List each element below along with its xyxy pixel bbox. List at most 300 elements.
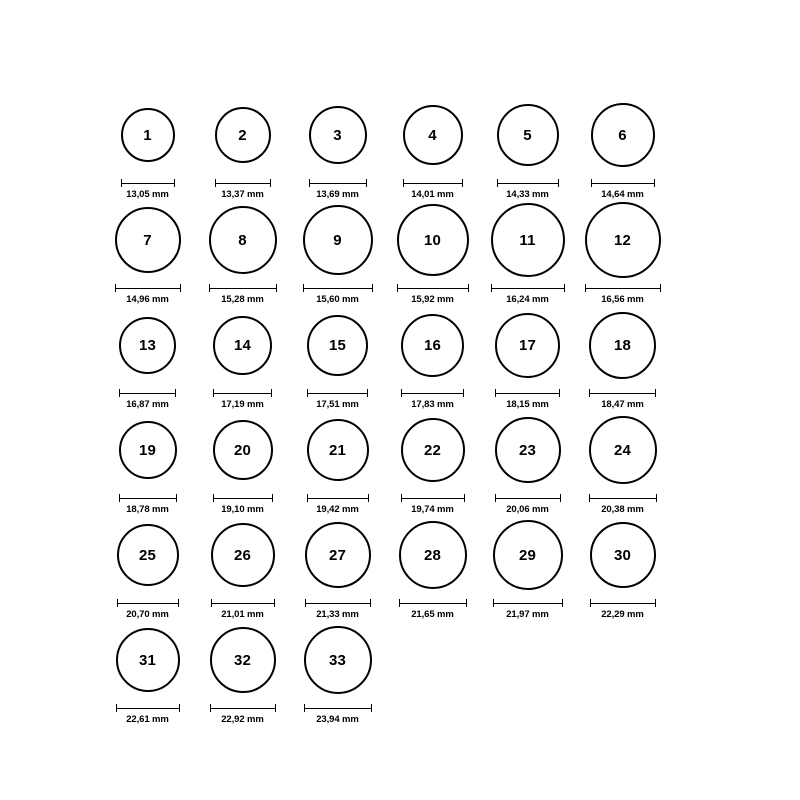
dimension-line-icon [307,389,368,397]
ring-size-number: 9 [333,231,342,249]
dimension-bar [491,288,565,289]
dimension-tick-left [119,494,120,502]
ring-size-number: 12 [613,231,632,249]
dimension-tick-left [215,179,216,187]
ring-circle-icon [213,420,273,480]
ring-diameter-label: 19,74 mm [411,504,454,515]
ring-size-cell[interactable] [385,200,480,305]
dimension-bar [399,603,467,604]
ring-size-number: 18 [613,336,632,354]
ring-circle-wrap [215,95,271,175]
ring-size-number: 31 [138,651,157,669]
dimension-tick-right [272,494,273,502]
dimension-tick-left [589,494,590,502]
dimension-line-icon [210,704,276,712]
ring-dimension [401,494,465,515]
ring-circle-icon [589,416,657,484]
ring-diameter-label: 16,24 mm [506,294,549,305]
ring-circle-wrap [210,620,276,700]
dimension-bar [116,708,180,709]
ring-dimension [213,389,272,410]
dimension-tick-left [211,599,212,607]
ring-circle-wrap [211,515,275,595]
ring-circle-wrap [119,410,177,490]
dimension-tick-right [560,494,561,502]
dimension-tick-right [654,179,655,187]
dimension-bar [401,393,464,394]
dimension-tick-right [371,704,372,712]
ring-dimension [304,704,372,725]
dimension-line-icon [497,179,559,187]
ring-dimension [115,284,181,305]
dimension-tick-left [303,284,304,292]
ring-dimension [210,704,276,725]
dimension-line-icon [309,179,367,187]
dimension-line-icon [307,494,369,502]
dimension-bar [493,603,563,604]
dimension-line-icon [397,284,469,292]
ring-size-cell[interactable] [385,95,480,200]
dimension-tick-left [585,284,586,292]
dimension-tick-left [591,179,592,187]
ring-dimension [589,389,656,410]
dimension-bar [591,183,655,184]
ring-diameter-label: 21,33 mm [316,609,359,620]
dimension-tick-right [370,599,371,607]
dimension-bar [309,183,367,184]
dimension-tick-left [119,389,120,397]
dimension-bar [589,393,656,394]
ring-diameter-label: 22,92 mm [221,714,264,725]
dimension-tick-left [121,179,122,187]
dimension-bar [497,183,559,184]
ring-diameter-label: 20,70 mm [126,609,169,620]
ring-diameter-label: 16,56 mm [601,294,644,305]
dimension-tick-left [210,704,211,712]
ring-size-cell[interactable] [290,410,385,515]
dimension-tick-left [493,599,494,607]
dimension-tick-right [463,389,464,397]
ring-dimension [116,704,180,725]
ring-size-number: 15 [328,336,347,354]
ring-circle-wrap [591,95,655,175]
ring-dimension [403,179,463,200]
ring-dimension [585,284,661,305]
dimension-tick-right [655,599,656,607]
ring-size-cell[interactable] [575,305,670,410]
ring-size-number: 21 [328,441,347,459]
ring-diameter-label: 14,64 mm [601,189,644,200]
dimension-tick-left [590,599,591,607]
ring-size-number: 5 [523,126,532,144]
ring-dimension [119,494,177,515]
ring-dimension [119,389,176,410]
ring-circle-wrap [121,95,175,175]
dimension-tick-left [304,704,305,712]
dimension-tick-left [589,389,590,397]
ring-size-number: 23 [518,441,537,459]
ring-size-cell[interactable] [195,410,290,515]
ring-size-cell[interactable] [100,200,195,305]
ring-size-number: 25 [138,546,157,564]
ring-circle-icon [213,316,272,375]
dimension-tick-right [559,389,560,397]
ring-circle-icon [399,521,467,589]
ring-size-cell[interactable] [480,95,575,200]
dimension-line-icon [495,389,560,397]
dimension-line-icon [213,389,272,397]
ring-circle-wrap [497,95,559,175]
ring-circle-wrap [309,95,367,175]
dimension-line-icon [491,284,565,292]
dimension-tick-right [178,599,179,607]
ring-dimension [399,599,467,620]
ring-size-number: 32 [233,651,252,669]
ring-size-cell[interactable] [100,620,195,725]
dimension-line-icon [211,599,275,607]
dimension-line-icon [115,284,181,292]
ring-circle-icon [211,523,275,587]
ring-circle-wrap [304,620,372,700]
ring-circle-icon [309,106,367,164]
ring-size-cell[interactable] [290,620,385,725]
ring-diameter-label: 22,61 mm [126,714,169,725]
ring-circle-wrap [493,515,563,595]
ring-circle-icon [304,626,372,694]
ring-size-cell[interactable] [195,305,290,410]
dimension-tick-left [209,284,210,292]
ring-diameter-label: 15,92 mm [411,294,454,305]
dimension-tick-left [115,284,116,292]
dimension-line-icon [209,284,277,292]
dimension-line-icon [119,494,177,502]
dimension-line-icon [213,494,273,502]
dimension-bar [304,708,372,709]
ring-circle-wrap [119,305,176,385]
dimension-tick-right [275,704,276,712]
dimension-tick-right [564,284,565,292]
dimension-tick-right [660,284,661,292]
ring-size-number: 30 [613,546,632,564]
dimension-tick-left [307,389,308,397]
dimension-bar [495,498,561,499]
dimension-tick-right [466,599,467,607]
ring-size-cell[interactable] [385,305,480,410]
dimension-line-icon [121,179,175,187]
dimension-tick-left [401,494,402,502]
ring-size-number: 2 [238,126,247,144]
dimension-line-icon [303,284,373,292]
ring-dimension [497,179,559,200]
dimension-bar [585,288,661,289]
ring-size-cell[interactable] [290,95,385,200]
ring-circle-wrap [399,515,467,595]
ring-size-number: 19 [138,441,157,459]
ring-circle-wrap [589,305,656,385]
ring-diameter-label: 21,65 mm [411,609,454,620]
ring-circle-icon [401,418,465,482]
dimension-tick-right [655,389,656,397]
dimension-line-icon [403,179,463,187]
ring-circle-wrap [307,305,368,385]
dimension-tick-left [213,494,214,502]
ring-size-number: 10 [423,231,442,249]
ring-circle-icon [210,627,276,693]
dimension-tick-left [497,179,498,187]
ring-circle-icon [403,105,463,165]
dimension-line-icon [495,494,561,502]
ring-size-cell[interactable] [385,515,480,620]
ring-size-number: 16 [423,336,442,354]
ring-diameter-label: 22,29 mm [601,609,644,620]
dimension-line-icon [589,494,657,502]
ring-circle-icon [491,203,565,277]
dimension-tick-left [117,599,118,607]
ring-size-number: 22 [423,441,442,459]
ring-circle-icon [121,108,175,162]
dimension-bar [215,183,271,184]
dimension-bar [307,498,369,499]
dimension-bar [495,393,560,394]
ring-size-number: 28 [423,546,442,564]
ring-dimension [213,494,273,515]
ring-circle-wrap [495,305,560,385]
ring-diameter-label: 19,42 mm [316,504,359,515]
ring-diameter-label: 19,10 mm [221,504,264,515]
ring-circle-icon [497,104,559,166]
ring-dimension [305,599,371,620]
ring-size-cell[interactable] [195,515,290,620]
ring-size-cell[interactable] [100,305,195,410]
dimension-bar [307,393,368,394]
dimension-tick-right [367,389,368,397]
ring-circle-icon [116,628,180,692]
ring-size-cell[interactable] [100,515,195,620]
ring-dimension [307,494,369,515]
ring-circle-wrap [491,200,565,280]
dimension-tick-right [274,599,275,607]
ring-circle-icon [401,314,464,377]
ring-diameter-label: 16,87 mm [126,399,169,410]
ring-size-cell[interactable] [480,305,575,410]
dimension-tick-right [366,179,367,187]
dimension-bar [403,183,463,184]
ring-circle-wrap [117,515,179,595]
ring-diameter-label: 14,01 mm [411,189,454,200]
dimension-tick-right [271,389,272,397]
dimension-tick-left [397,284,398,292]
ring-size-cell[interactable] [480,515,575,620]
ring-size-cell[interactable] [100,410,195,515]
dimension-bar [209,288,277,289]
ring-size-cell[interactable] [290,200,385,305]
ring-diameter-label: 13,37 mm [221,189,264,200]
ring-circle-icon [589,312,656,379]
ring-circle-icon [493,520,563,590]
ring-size-cell[interactable] [480,410,575,515]
ring-circle-wrap [585,200,661,280]
ring-dimension [215,179,271,200]
ring-dimension [397,284,469,305]
ring-circle-wrap [401,410,465,490]
dimension-bar [119,498,177,499]
dimension-line-icon [305,599,371,607]
dimension-line-icon [215,179,271,187]
ring-dimension [117,599,179,620]
dimension-tick-left [399,599,400,607]
dimension-bar [115,288,181,289]
dimension-bar [589,498,657,499]
ring-diameter-label: 20,38 mm [601,504,644,515]
ring-size-number: 7 [143,231,152,249]
ring-dimension [589,494,657,515]
ring-dimension [121,179,175,200]
ring-size-cell[interactable] [575,515,670,620]
dimension-bar [305,603,371,604]
ring-diameter-label: 21,01 mm [221,609,264,620]
ring-size-cell[interactable] [385,410,480,515]
ring-circle-icon [590,522,656,588]
ring-size-cell[interactable] [575,95,670,200]
ring-circle-wrap [213,305,272,385]
ring-diameter-label: 18,15 mm [506,399,549,410]
ring-circle-wrap [305,515,371,595]
ring-size-number: 29 [518,546,537,564]
dimension-bar [213,393,272,394]
dimension-tick-left [495,389,496,397]
ring-diameter-label: 15,28 mm [221,294,264,305]
dimension-line-icon [591,179,655,187]
ring-size-cell[interactable] [195,620,290,725]
ring-size-number: 17 [518,336,537,354]
ring-size-number: 24 [613,441,632,459]
ring-dimension [401,389,464,410]
dimension-line-icon [399,599,467,607]
dimension-tick-right [175,389,176,397]
dimension-bar [401,498,465,499]
ring-size-cell[interactable] [195,200,290,305]
dimension-tick-right [464,494,465,502]
ring-size-number: 27 [328,546,347,564]
dimension-tick-right [656,494,657,502]
dimension-tick-right [276,284,277,292]
ring-dimension [495,494,561,515]
ring-circle-icon [591,103,655,167]
dimension-tick-right [372,284,373,292]
dimension-tick-left [491,284,492,292]
ring-size-number: 1 [143,126,152,144]
ring-size-number: 20 [233,441,252,459]
ring-size-grid [100,95,700,725]
ring-dimension [590,599,656,620]
dimension-bar [397,288,469,289]
ring-dimension [491,284,565,305]
dimension-tick-left [307,494,308,502]
dimension-tick-right [562,599,563,607]
ring-diameter-label: 14,33 mm [506,189,549,200]
dimension-line-icon [590,599,656,607]
ring-size-cell[interactable] [290,515,385,620]
ring-size-number: 11 [519,231,536,249]
ring-circle-wrap [495,410,561,490]
ring-diameter-label: 21,97 mm [506,609,549,620]
ring-circle-wrap [403,95,463,175]
dimension-tick-right [558,179,559,187]
dimension-line-icon [117,599,179,607]
ring-size-cell[interactable] [290,305,385,410]
dimension-tick-left [305,599,306,607]
ring-dimension [211,599,275,620]
ring-dimension [495,389,560,410]
dimension-bar [303,288,373,289]
ring-diameter-label: 18,78 mm [126,504,169,515]
ring-circle-wrap [397,200,469,280]
ring-circle-icon [209,206,277,274]
ring-size-cell[interactable] [575,410,670,515]
ring-circle-icon [495,417,561,483]
dimension-bar [213,498,273,499]
dimension-tick-left [213,389,214,397]
ring-diameter-label: 15,60 mm [316,294,359,305]
ring-size-cell[interactable] [480,200,575,305]
dimension-bar [211,603,275,604]
ring-dimension [493,599,563,620]
ring-circle-wrap [115,200,181,280]
ring-size-number: 13 [138,336,157,354]
dimension-tick-right [462,179,463,187]
ring-size-cell[interactable] [100,95,195,200]
ring-circle-icon [495,313,560,378]
dimension-tick-left [403,179,404,187]
ring-diameter-label: 17,83 mm [411,399,454,410]
ring-dimension [307,389,368,410]
ring-size-cell[interactable] [575,200,670,305]
dimension-bar [119,393,176,394]
ring-circle-wrap [590,515,656,595]
ring-size-number: 33 [328,651,347,669]
ring-diameter-label: 17,19 mm [221,399,264,410]
ring-size-cell[interactable] [195,95,290,200]
ring-circle-icon [397,204,469,276]
dimension-tick-right [176,494,177,502]
ring-circle-icon [305,522,371,588]
ring-size-number: 14 [233,336,252,354]
ring-size-number: 26 [233,546,252,564]
ring-size-number: 3 [333,126,342,144]
dimension-line-icon [119,389,176,397]
ring-diameter-label: 17,51 mm [316,399,359,410]
ring-diameter-label: 14,96 mm [126,294,169,305]
ring-circle-icon [307,315,368,376]
dimension-line-icon [585,284,661,292]
ring-size-number: 8 [238,231,247,249]
dimension-tick-right [468,284,469,292]
dimension-line-icon [493,599,563,607]
dimension-line-icon [401,494,465,502]
ring-circle-icon [585,202,661,278]
ring-circle-icon [117,524,179,586]
dimension-tick-left [401,389,402,397]
ring-dimension [303,284,373,305]
ring-diameter-label: 13,05 mm [126,189,169,200]
ring-size-number: 4 [428,126,437,144]
dimension-line-icon [304,704,372,712]
ring-size-number: 6 [618,126,627,144]
dimension-line-icon [589,389,656,397]
ring-circle-icon [303,205,373,275]
ring-circle-wrap [213,410,273,490]
dimension-tick-right [179,704,180,712]
